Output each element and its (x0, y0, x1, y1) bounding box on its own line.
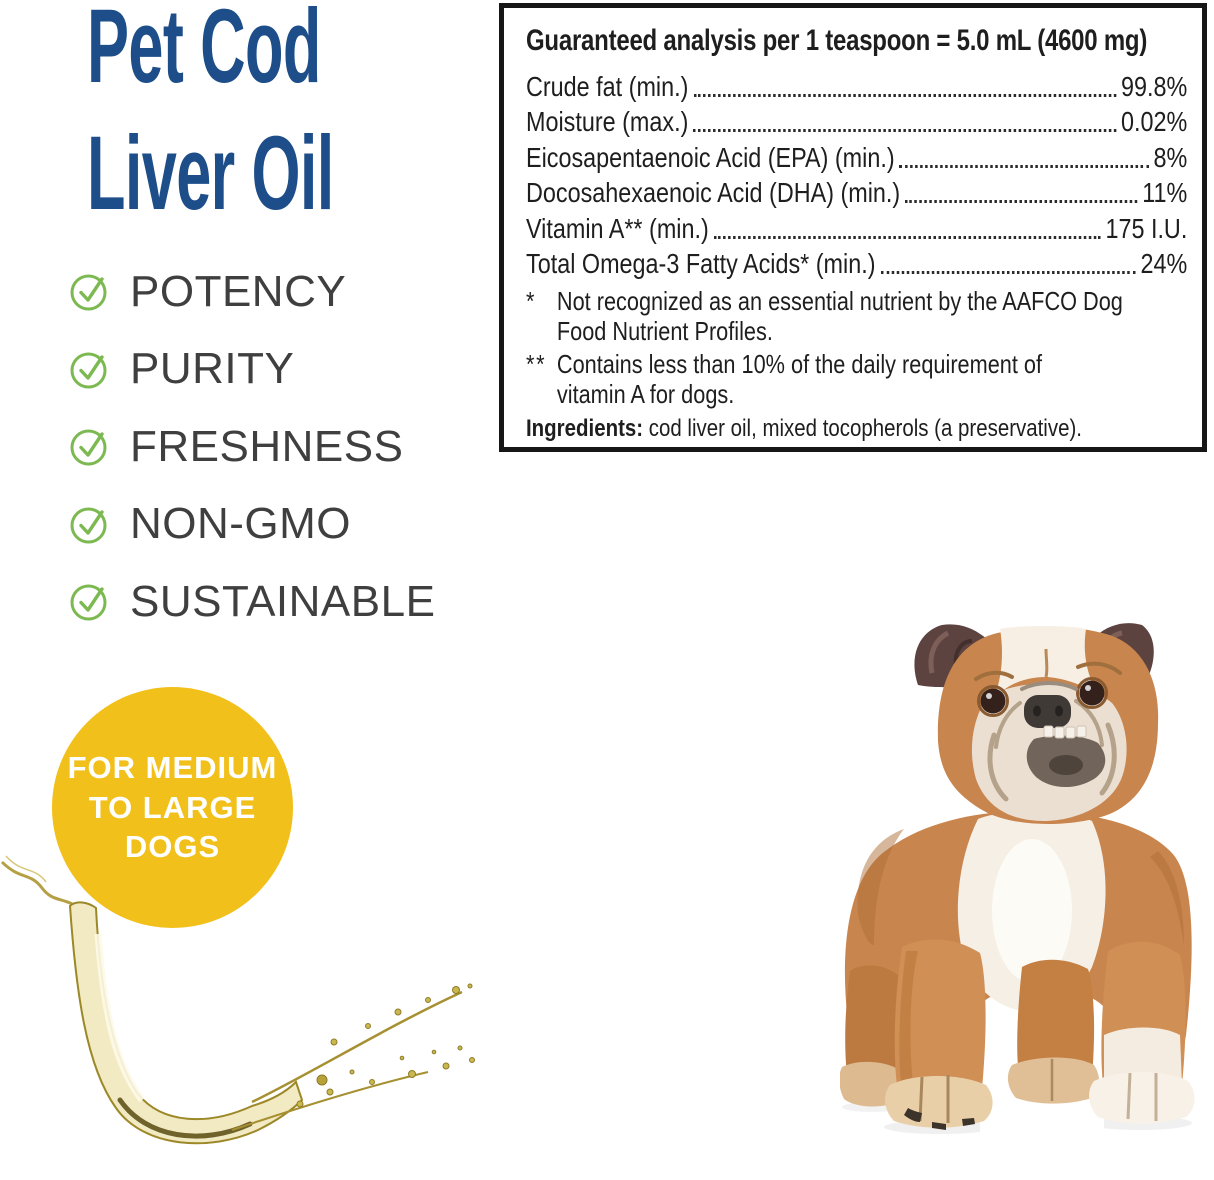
analysis-row (526, 141, 1187, 177)
analysis-row-value: 0.02% (1121, 106, 1188, 137)
analysis-row-label: Vitamin A** (min.) (526, 212, 709, 244)
bulldog-eye-right (1080, 681, 1105, 706)
bulldog-nose (1024, 695, 1071, 728)
ingredients-label: Ingredients: (526, 415, 644, 442)
checklist-item-freshness (69, 408, 435, 486)
analysis-row (526, 212, 1187, 248)
analysis-row (526, 106, 1187, 142)
check-circle-icon (69, 426, 110, 467)
dot-leader (693, 129, 1116, 132)
analysis-row-value: 24% (1140, 248, 1188, 279)
checklist-item-purity (69, 331, 435, 409)
bulldog-head (914, 623, 1158, 824)
checklist-item-label: PURITY (130, 344, 295, 394)
analysis-row-value: 175 I.U. (1105, 212, 1188, 244)
analysis-row (526, 177, 1187, 213)
analysis-row (526, 248, 1187, 284)
size-badge-line2: TO LARGE (88, 789, 257, 825)
guaranteed-analysis-panel (499, 3, 1207, 452)
dot-leader (905, 200, 1137, 203)
analysis-footnote (526, 287, 1187, 346)
analysis-row-label: Moisture (max.) (526, 106, 689, 137)
oil-droplets (297, 984, 475, 1107)
footnote-line: Not recognized as an essential nutrient by the AAFCO Dog (556, 286, 1123, 316)
analysis-row-label: Total Omega-3 Fatty Acids* (min.) (526, 248, 876, 279)
size-badge-line3: DOGS (124, 829, 221, 865)
analysis-row (526, 70, 1187, 106)
analysis-row-label: Eicosapentaenoic Acid (EPA) (min.) (526, 141, 895, 173)
dot-leader (693, 94, 1116, 97)
footnote-line: vitamin A for dogs. (556, 378, 735, 409)
checklist-item-label: SUSTAINABLE (130, 576, 436, 626)
checklist-item-sustainable (69, 563, 435, 641)
footnote-text (557, 287, 1123, 346)
checklist-item-potency (69, 253, 435, 331)
footnote-marker: * (526, 286, 537, 316)
analysis-row-value: 11% (1142, 177, 1188, 208)
bulldog-eye-left (981, 689, 1006, 714)
checklist-item-non-gmo (69, 486, 435, 564)
benefits-checklist (69, 253, 435, 641)
dot-leader (714, 236, 1101, 239)
dot-leader (881, 271, 1136, 274)
check-circle-icon (69, 271, 110, 312)
ingredients-line (526, 414, 1187, 444)
check-circle-icon (69, 349, 110, 390)
dot-leader (900, 165, 1149, 168)
checklist-item-label: POTENCY (130, 266, 347, 316)
analysis-row-label: Crude fat (min.) (526, 70, 689, 102)
footnote-line: Contains less than 10% of the daily requirement of (556, 349, 1043, 379)
check-circle-icon (69, 581, 110, 622)
analysis-row-value: 8% (1153, 141, 1188, 173)
bulldog-photo (840, 615, 1214, 1180)
product-title-line2: Liver Oil (87, 115, 334, 232)
footnote-line: Food Nutrient Profiles. (556, 315, 773, 346)
footnote-marker: ** (526, 349, 547, 379)
analysis-header: Guaranteed analysis per 1 teaspoon = 5.0 mL (4600 mg) (526, 24, 1148, 57)
footnote-text (557, 350, 1042, 409)
analysis-row-value: 99.8% (1121, 70, 1188, 102)
analysis-row-label: Docosahexaenoic Acid (DHA) (min.) (526, 177, 901, 208)
checklist-item-label: FRESHNESS (130, 421, 404, 471)
ingredients-text: cod liver oil, mixed tocopherols (a preservative). (643, 415, 1082, 442)
checklist-item-label: NON-GMO (130, 499, 352, 549)
analysis-body (526, 70, 1187, 444)
product-title-line1: Pet Cod (87, 0, 321, 105)
oil-splash-image (0, 842, 486, 1180)
check-circle-icon (69, 504, 110, 545)
size-badge-line1: FOR MEDIUM (67, 750, 278, 786)
analysis-footnote (526, 350, 1187, 409)
